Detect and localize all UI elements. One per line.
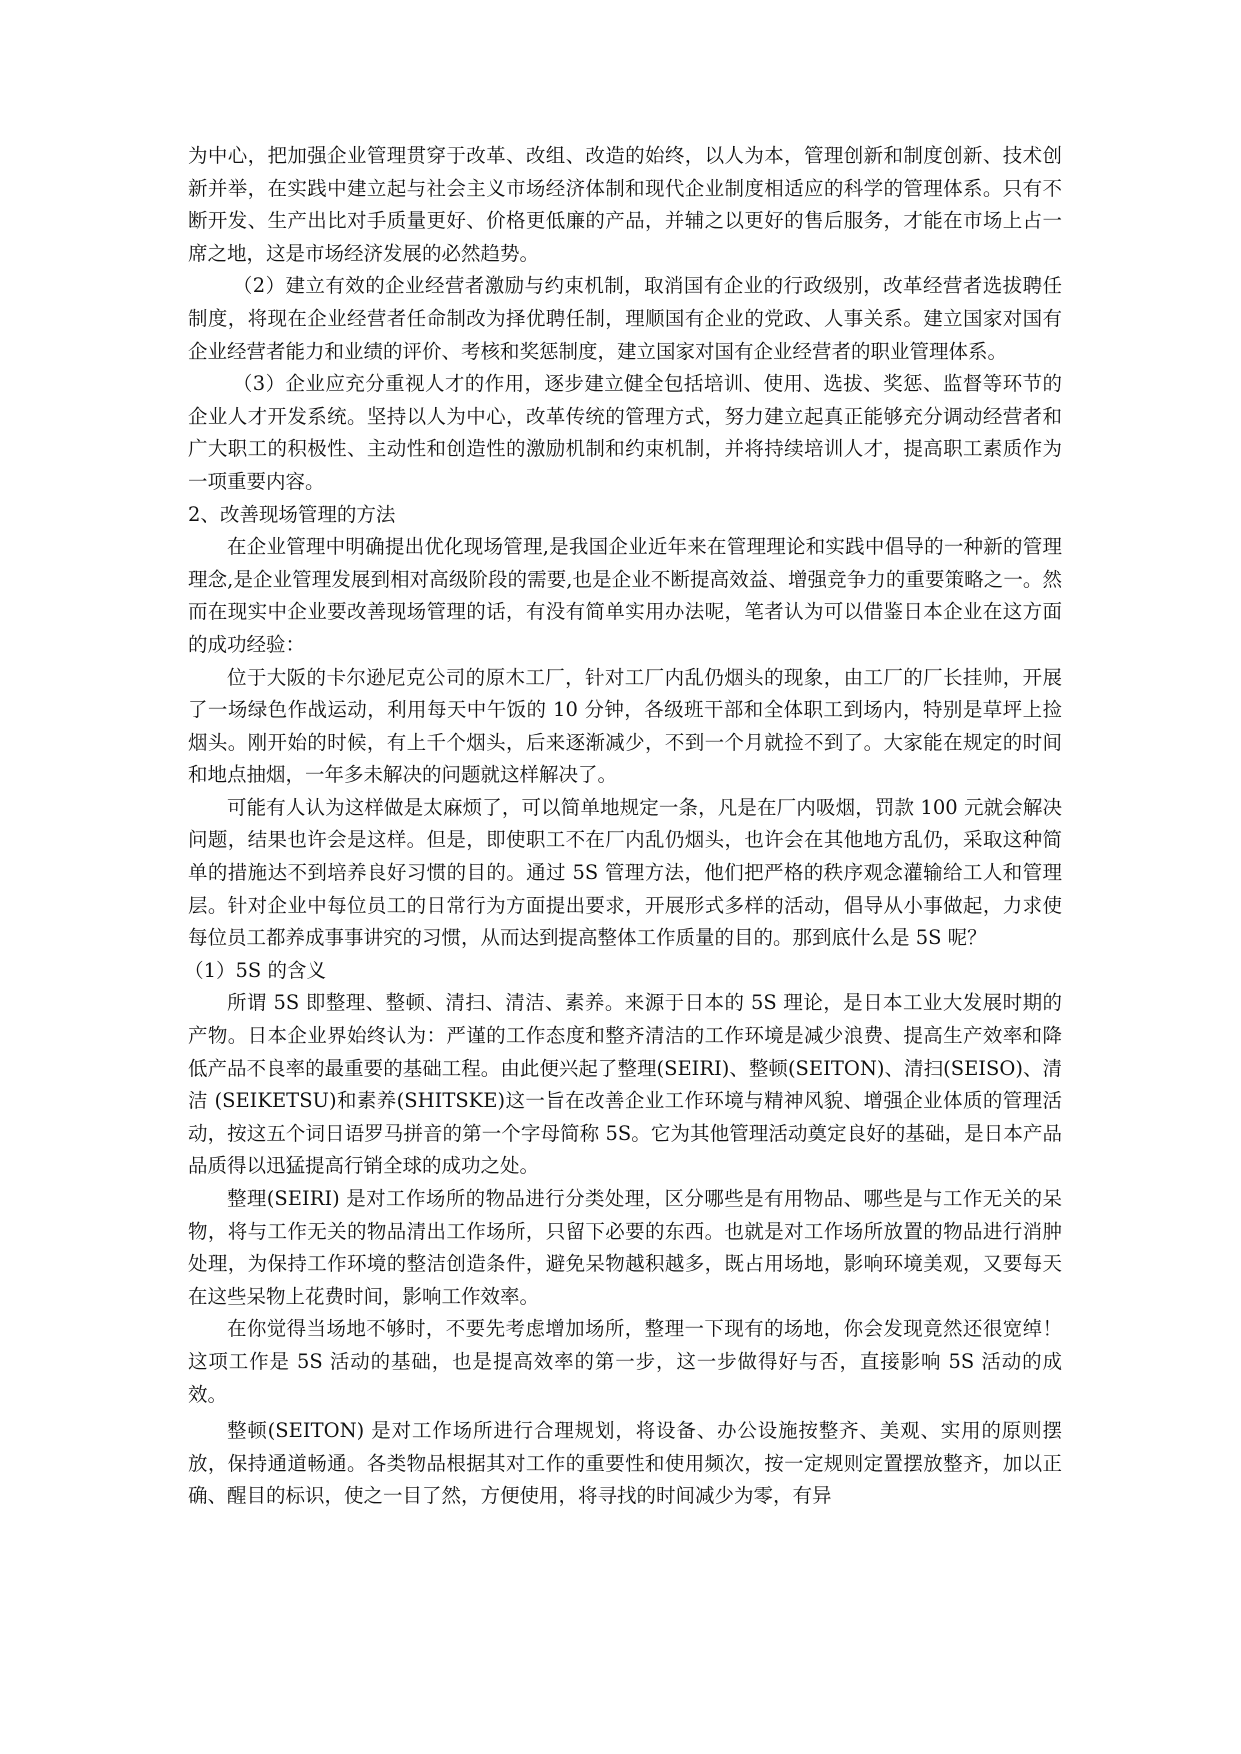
paragraph-seiri: 整理(SEIRI) 是对工作场所的物品进行分类处理，区分哪些是有用物品、哪些是与工作无关的呆物，将与工作无关的物品清出工作场所，只留下必要的东西。也就是对工作场所放置的物品进行消肿处理，为保持工作环境的整洁创造条件，避免呆物越积越多，既占用场地，影响环境美观，又要每天在这些呆物上花费时间，影响工作效率。 (188, 1187, 1062, 1308)
paragraph-site-management-intro: 在企业管理中明确提出优化现场管理,是我国企业近年来在管理理论和实践中倡导的一种新的管理理念,是企业管理发展到相对高级阶段的需要,也是企业不断提高效益、增强竞争力的重要策略之一。然而在现实中企业要改善现场管理的话，有没有简单实用办法呢，笔者认为可以借鉴日本企业在这方面的成功经验： (188, 535, 1062, 656)
section-heading-site-management: 2、改善现场管理的方法 (188, 502, 396, 526)
paragraph-seiton: 整顿(SEITON) 是对工作场所进行合理规划，将设备、办公设施按整齐、美观、实用的原则摆放，保持通道畅通。各类物品根据其对工作的重要性和使用频次，按一定规则定置摆放整齐，加以正确、醒目的标识，使之一目了然，方便使用，将寻找的时间减少为零，有异 (188, 1419, 1062, 1508)
sub-heading-5s-meaning: （1）5S 的含义 (184, 958, 326, 982)
paragraph-seiri-space: 在你觉得当场地不够时，不要先考虑增加场所，整理一下现有的场地，你会发现竟然还很宽绰！这项工作是 5S 活动的基础，也是提高效率的第一步，这一步做得好与否，直接影响 5S 活动的成效。 (188, 1317, 1062, 1406)
paragraph-management-system: 为中心，把加强企业管理贯穿于改革、改组、改造的始终，以人为本，管理创新和制度创新、技术创新并举，在实践中建立起与社会主义市场经济体制和现代企业制度相适应的科学的管理体系。只有不断开发、生产出比对手质量更好、价格更低廉的产品，并辅之以更好的售后服务，才能在市场上占一席之地，这是市场经济发展的必然趋势。 (188, 144, 1062, 265)
paragraph-incentive-mechanism: （2）建立有效的企业经营者激励与约束机制，取消国有企业的行政级别，改革经营者选拔聘任制度，将现在企业经营者任命制改为择优聘任制，理顺国有企业的党政、人事关系。建立国家对国有企业经营者能力和业绩的评价、考核和奖惩制度，建立国家对国有企业经营者的职业管理体系。 (188, 274, 1062, 363)
paragraph-5s-habit: 可能有人认为这样做是太麻烦了，可以简单地规定一条，凡是在厂内吸烟，罚款 100 元就会解决问题，结果也许会是这样。但是，即使职工不在厂内乱仍烟头，也许会在其他地方乱仍，采取这种简单的措施达不到培养良好习惯的目的。通过 5S 管理方法，他们把严格的秩序观念灌输给工人和管理层。针对企业中每位员工的日常行为方面提出要求，开展形式多样的活动，倡导从小事做起，力求使每位员工都养成事事讲究的习惯，从而达到提高整体工作质量的目的。那到底什么是 5S 呢？ (188, 795, 1062, 950)
paragraph-5s-definition: 所谓 5S 即整理、整顿、清扫、清洁、素养。来源于日本的 5S 理论，是日本工业大发展时期的产物。日本企业界始终认为：严谨的工作态度和整齐清洁的工作环境是减少浪费、提高生产效率和降低产品不良率的最重要的基础工程。由此便兴起了整理(SEIRI)、整顿(SEITON)、清扫(SEISO)、清洁 (SEIKETSU)和素养(SHITSKE)这一旨在改善企业工作环境与精神风貌、增强企业体质的管理活动，按这五个词日语罗马拼音的第一个字母简称 5S。它为其他管理活动奠定良好的基础，是日本产品品质得以迅猛提高行销全球的成功之处。 (188, 991, 1062, 1178)
paragraph-osaka-factory-example: 位于大阪的卡尔逊尼克公司的原木工厂，针对工厂内乱仍烟头的现象，由工厂的厂长挂帅，开展了一场绿色作战运动，利用每天中午饭的 10 分钟，各级班干部和全体职工到场内，特别是草坪上捡烟头。刚开始的时候，有上千个烟头，后来逐渐减少，不到一个月就捡不到了。大家能在规定的时间和地点抽烟，一年多未解决的问题就这样解决了。 (188, 665, 1062, 787)
paragraph-talent-development: （3）企业应充分重视人才的作用，逐步建立健全包括培训、使用、选拔、奖惩、监督等环节的企业人才开发系统。坚持以人为中心，改革传统的管理方式，努力建立起真正能够充分调动经营者和广大职工的积极性、主动性和创造性的激励机制和约束机制，并将持续培训人才，提高职工素质作为一项重要内容。 (188, 372, 1062, 493)
document-page (184, 140, 1062, 1513)
